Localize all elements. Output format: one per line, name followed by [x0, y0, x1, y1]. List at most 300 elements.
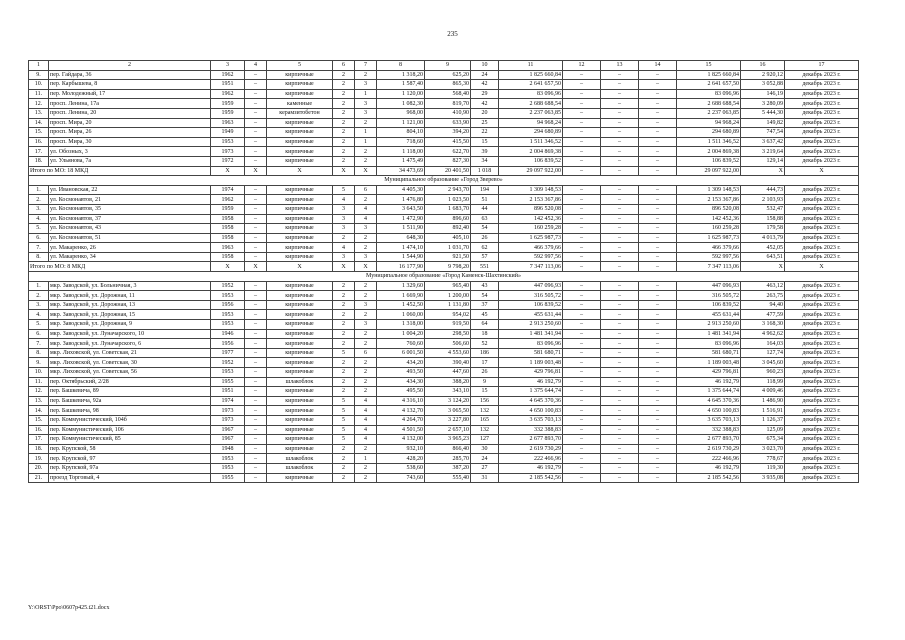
table-row — [29, 329, 859, 339]
table-cell: 2 103,93 — [741, 195, 785, 205]
table-cell: – — [601, 463, 639, 473]
table-cell: 1949 — [211, 128, 245, 138]
table-cell: 1 004,20 — [377, 329, 425, 339]
table-cell: 1 — [355, 454, 377, 464]
table-cell: 2 — [355, 195, 377, 205]
table-cell: – — [639, 99, 677, 109]
table-cell: 1 375 644,74 — [677, 387, 741, 397]
table-cell: 165 — [471, 415, 499, 425]
table-cell: – — [563, 185, 601, 195]
table-cell: – — [245, 387, 267, 397]
table-cell: 3 — [355, 252, 377, 262]
table-cell: 2 — [333, 233, 355, 243]
column-number: 11 — [499, 61, 563, 71]
table-cell: 12. — [29, 387, 49, 397]
table-cell: декабрь 2023 г. — [785, 204, 859, 214]
table-cell: 1974 — [211, 396, 245, 406]
table-cell: – — [245, 320, 267, 330]
table-cell: кирпичные — [267, 320, 333, 330]
table-cell: 2 — [333, 108, 355, 118]
table-cell: 1 625 987,73 — [499, 233, 563, 243]
table-cell: – — [563, 387, 601, 397]
table-cell: – — [245, 415, 267, 425]
table-cell: 2 — [355, 147, 377, 157]
table-cell: – — [601, 377, 639, 387]
table-cell: – — [563, 204, 601, 214]
table-cell: 1953 — [211, 310, 245, 320]
table-cell: 2 657,10 — [425, 425, 471, 435]
table-cell: 42 — [471, 80, 499, 90]
table-cell: 2 — [333, 358, 355, 368]
address-cell: пер. Крупской, 97 — [49, 454, 211, 464]
table-cell: – — [245, 377, 267, 387]
table-cell: кирпичные — [267, 224, 333, 234]
table-cell: 2 153 367,86 — [677, 195, 741, 205]
table-cell: 1 031,70 — [425, 243, 471, 253]
table-cell: – — [639, 473, 677, 483]
table-cell: 2 619 730,29 — [677, 444, 741, 454]
table-cell: 2 004 869,38 — [677, 147, 741, 157]
table-cell: декабрь 2023 г. — [785, 224, 859, 234]
table-cell: – — [563, 243, 601, 253]
table-cell: – — [563, 368, 601, 378]
table-cell: 444,73 — [741, 185, 785, 195]
table-cell: 285,70 — [425, 454, 471, 464]
table-cell: 1972 — [211, 156, 245, 166]
table-cell: 1 475,49 — [377, 156, 425, 166]
table-cell: 463,12 — [741, 281, 785, 291]
table-cell: 1956 — [211, 300, 245, 310]
table-cell: – — [639, 387, 677, 397]
column-number: 4 — [245, 61, 267, 71]
table-cell: 2 — [333, 310, 355, 320]
table-cell: 5 — [333, 435, 355, 445]
table-cell: 410,90 — [425, 108, 471, 118]
table-cell: 186 — [471, 348, 499, 358]
housing-register-table — [28, 60, 859, 483]
table-cell: 1952 — [211, 281, 245, 291]
table-cell: 142 452,36 — [499, 214, 563, 224]
table-cell: 1 486,90 — [741, 396, 785, 406]
address-cell: просп. Мира, 26 — [49, 128, 211, 138]
table-cell: 29 — [471, 89, 499, 99]
table-cell: 1963 — [211, 118, 245, 128]
total-cell: X — [245, 166, 267, 176]
address-cell: мкр. Лиховской, ул. Советская, 56 — [49, 368, 211, 378]
table-cell: кирпичные — [267, 473, 333, 483]
table-cell: кирпичные — [267, 358, 333, 368]
table-cell: кирпичные — [267, 70, 333, 80]
total-cell: X — [785, 262, 859, 272]
table-row — [29, 425, 859, 435]
table-row — [29, 108, 859, 118]
table-cell: декабрь 2023 г. — [785, 99, 859, 109]
table-cell: 21. — [29, 473, 49, 483]
table-cell: 1973 — [211, 415, 245, 425]
table-row — [29, 310, 859, 320]
address-cell: ул. Космонавтов, 51 — [49, 233, 211, 243]
table-cell: 15. — [29, 415, 49, 425]
table-cell: – — [601, 406, 639, 416]
table-cell: – — [601, 435, 639, 445]
table-cell: – — [563, 291, 601, 301]
total-cell: X — [741, 166, 785, 176]
table-cell: 648,30 — [377, 233, 425, 243]
table-cell: 127,74 — [741, 348, 785, 358]
address-cell: мкр. Заводской, ул. Луначарского, 6 — [49, 339, 211, 349]
table-cell: 452,05 — [741, 243, 785, 253]
table-cell: 1 625 987,73 — [677, 233, 741, 243]
table-cell: – — [245, 195, 267, 205]
table-cell: 9. — [29, 358, 49, 368]
table-cell: 466 379,66 — [677, 243, 741, 253]
table-cell: 405,10 — [425, 233, 471, 243]
table-cell: – — [639, 415, 677, 425]
table-cell: декабрь 2023 г. — [785, 252, 859, 262]
total-cell: – — [639, 166, 677, 176]
table-cell: – — [563, 108, 601, 118]
table-cell: 17. — [29, 435, 49, 445]
table-cell: – — [245, 368, 267, 378]
table-cell: 6 — [355, 348, 377, 358]
table-cell: – — [245, 224, 267, 234]
table-cell: 294 680,89 — [499, 128, 563, 138]
table-cell: 592 997,56 — [677, 252, 741, 262]
table-cell: 52 — [471, 339, 499, 349]
table-cell: 1956 — [211, 339, 245, 349]
table-row — [29, 396, 859, 406]
table-cell: 194 — [471, 185, 499, 195]
table-cell: 2 677 893,70 — [677, 435, 741, 445]
table-cell: шлакоблок — [267, 463, 333, 473]
table-cell: – — [245, 156, 267, 166]
table-cell: 106 839,52 — [499, 156, 563, 166]
total-row — [29, 166, 859, 176]
table-cell: 3 935,08 — [741, 473, 785, 483]
table-cell: 1958 — [211, 252, 245, 262]
table-cell: 18. — [29, 156, 49, 166]
table-cell: – — [601, 368, 639, 378]
table-row — [29, 89, 859, 99]
table-cell: декабрь 2023 г. — [785, 195, 859, 205]
table-cell: 555,40 — [425, 473, 471, 483]
table-cell: – — [601, 454, 639, 464]
table-row — [29, 377, 859, 387]
table-cell: 17 — [471, 358, 499, 368]
table-cell: 20 — [471, 108, 499, 118]
table-cell: – — [601, 252, 639, 262]
table-cell: 2 — [355, 70, 377, 80]
table-cell: – — [601, 233, 639, 243]
table-cell: – — [601, 358, 639, 368]
table-cell: 51 — [471, 195, 499, 205]
table-cell: шлакоблок — [267, 377, 333, 387]
table-cell: 2 — [355, 281, 377, 291]
table-cell: 1 825 660,84 — [677, 70, 741, 80]
total-cell: X — [333, 262, 355, 272]
table-cell: 1959 — [211, 99, 245, 109]
table-cell: – — [563, 300, 601, 310]
table-cell: 434,20 — [377, 358, 425, 368]
table-cell: 2 — [355, 387, 377, 397]
address-cell: ул. Ивановская, 22 — [49, 185, 211, 195]
address-cell: ул. Космонавтов, 37 — [49, 214, 211, 224]
table-cell: 118,99 — [741, 377, 785, 387]
table-cell: 1959 — [211, 108, 245, 118]
table-cell: 4 — [355, 406, 377, 416]
table-cell: 42 — [471, 99, 499, 109]
table-cell: – — [563, 406, 601, 416]
table-cell: 1955 — [211, 377, 245, 387]
table-cell: – — [601, 291, 639, 301]
table-cell: – — [563, 233, 601, 243]
table-cell: 332 388,83 — [499, 425, 563, 435]
table-cell: 54 — [471, 224, 499, 234]
table-cell: – — [601, 329, 639, 339]
table-cell: 827,30 — [425, 156, 471, 166]
total-cell: 7 347 113,06 — [677, 262, 741, 272]
table-cell: 1953 — [211, 291, 245, 301]
table-cell: 6 — [355, 185, 377, 195]
table-cell: 2 — [333, 329, 355, 339]
address-cell: ул. Макаренко, 34 — [49, 252, 211, 262]
table-cell: 819,70 — [425, 99, 471, 109]
column-number: 15 — [677, 61, 741, 71]
table-cell: 2 — [333, 137, 355, 147]
table-cell: 429 796,81 — [677, 368, 741, 378]
address-cell: просп. Мира, 30 — [49, 137, 211, 147]
table-cell: 2 185 542,56 — [677, 473, 741, 483]
table-row — [29, 435, 859, 445]
table-cell: – — [639, 320, 677, 330]
table-cell: 4 264,70 — [377, 415, 425, 425]
table-cell: 222 466,96 — [677, 454, 741, 464]
table-cell: 15 — [471, 137, 499, 147]
table-cell: 19. — [29, 454, 49, 464]
table-row — [29, 214, 859, 224]
table-cell: – — [639, 252, 677, 262]
table-cell: – — [639, 89, 677, 99]
table-cell: 804,10 — [377, 128, 425, 138]
table-row — [29, 281, 859, 291]
table-cell: 2. — [29, 195, 49, 205]
table-cell: 3 065,50 — [425, 406, 471, 416]
column-number: 9 — [425, 61, 471, 71]
table-cell: 13. — [29, 108, 49, 118]
table-cell: – — [245, 406, 267, 416]
table-cell: – — [245, 463, 267, 473]
table-cell: 164,03 — [741, 339, 785, 349]
table-cell: – — [639, 368, 677, 378]
table-cell: – — [639, 80, 677, 90]
table-row — [29, 320, 859, 330]
table-cell: декабрь 2023 г. — [785, 89, 859, 99]
section-header-row — [29, 176, 859, 186]
address-cell: мкр. Заводской, ул. Дорожная, 13 — [49, 300, 211, 310]
table-cell: 4 962,62 — [741, 329, 785, 339]
table-cell: 2 — [355, 339, 377, 349]
table-cell: – — [639, 185, 677, 195]
table-cell: – — [563, 80, 601, 90]
table-cell: 83 096,96 — [677, 89, 741, 99]
address-cell: пер. Башкевича, 89 — [49, 387, 211, 397]
table-cell: 3 — [333, 224, 355, 234]
table-cell: – — [245, 80, 267, 90]
table-cell: 2 — [333, 463, 355, 473]
table-cell: декабрь 2023 г. — [785, 118, 859, 128]
table-cell: 94 968,24 — [677, 118, 741, 128]
table-cell: 390,40 — [425, 358, 471, 368]
total-cell: – — [601, 166, 639, 176]
table-cell: кирпичные — [267, 425, 333, 435]
table-cell: 83 096,96 — [677, 339, 741, 349]
table-cell: 7. — [29, 339, 49, 349]
table-cell: декабрь 2023 г. — [785, 320, 859, 330]
table-row — [29, 137, 859, 147]
table-cell: 158,88 — [741, 214, 785, 224]
table-cell: 1 476,80 — [377, 195, 425, 205]
table-cell: – — [563, 118, 601, 128]
table-cell: 316 505,72 — [499, 291, 563, 301]
table-cell: – — [639, 204, 677, 214]
table-cell: 2 — [355, 310, 377, 320]
table-cell: – — [563, 454, 601, 464]
table-cell: 2 688 688,54 — [677, 99, 741, 109]
table-cell: 64 — [471, 320, 499, 330]
table-cell: 62 — [471, 243, 499, 253]
table-cell: декабрь 2023 г. — [785, 415, 859, 425]
page-number: 235 — [447, 30, 458, 38]
table-row — [29, 80, 859, 90]
table-cell: 25 — [471, 118, 499, 128]
table-cell: 3 965,23 — [425, 435, 471, 445]
table-cell: 415,50 — [425, 137, 471, 147]
table-cell: – — [563, 128, 601, 138]
table-cell: 493,50 — [377, 368, 425, 378]
table-cell: 3 — [355, 99, 377, 109]
table-cell: 1 481 341,94 — [499, 329, 563, 339]
table-cell: 1. — [29, 281, 49, 291]
table-cell: – — [639, 214, 677, 224]
table-cell: – — [563, 425, 601, 435]
table-cell: – — [601, 99, 639, 109]
table-cell: декабрь 2023 г. — [785, 444, 859, 454]
table-cell: – — [245, 454, 267, 464]
table-cell: – — [563, 463, 601, 473]
table-cell: 538,60 — [377, 463, 425, 473]
table-cell: 896 520,08 — [677, 204, 741, 214]
table-cell: 2 — [355, 358, 377, 368]
table-cell: 3 — [355, 108, 377, 118]
total-cell: – — [563, 262, 601, 272]
table-cell: 2 — [333, 128, 355, 138]
table-cell: 434,30 — [377, 377, 425, 387]
table-cell: – — [639, 137, 677, 147]
table-cell: керамзитобетон — [267, 108, 333, 118]
table-cell: 387,20 — [425, 463, 471, 473]
table-cell: – — [563, 329, 601, 339]
table-cell: – — [245, 137, 267, 147]
table-cell: – — [639, 339, 677, 349]
column-number: 3 — [211, 61, 245, 71]
table-cell: кирпичные — [267, 156, 333, 166]
address-cell: пер. Башкевича, 92а — [49, 396, 211, 406]
table-cell: 4 — [355, 435, 377, 445]
table-cell: 106 839,52 — [499, 300, 563, 310]
address-cell: пер. Карбышева, 8 — [49, 80, 211, 90]
table-cell: 3 227,80 — [425, 415, 471, 425]
table-cell: 2 237 063,85 — [499, 108, 563, 118]
column-number: 6 — [333, 61, 355, 71]
table-cell: 532,47 — [741, 204, 785, 214]
address-cell: мкр. Заводской, ул. Дорожная, 15 — [49, 310, 211, 320]
table-row — [29, 252, 859, 262]
address-cell: пер. Коммунистический, 106 — [49, 425, 211, 435]
table-row — [29, 99, 859, 109]
table-cell: – — [639, 128, 677, 138]
table-cell: декабрь 2023 г. — [785, 281, 859, 291]
table-cell: 892,40 — [425, 224, 471, 234]
total-label: Итого по МО: 8 МКД — [29, 262, 211, 272]
table-cell: 592 997,56 — [499, 252, 563, 262]
table-cell: 429 796,81 — [499, 368, 563, 378]
table-cell: декабрь 2023 г. — [785, 156, 859, 166]
table-cell: шлакоблок — [267, 454, 333, 464]
table-cell: 2 — [355, 444, 377, 454]
table-cell: 960,23 — [741, 368, 785, 378]
table-cell: – — [601, 89, 639, 99]
table-cell: 1 120,00 — [377, 89, 425, 99]
table-cell: – — [639, 118, 677, 128]
table-cell: – — [601, 339, 639, 349]
table-cell: декабрь 2023 г. — [785, 70, 859, 80]
table-cell: 4 132,70 — [377, 406, 425, 416]
table-cell: 1 082,30 — [377, 99, 425, 109]
total-row — [29, 262, 859, 272]
table-cell: декабрь 2023 г. — [785, 329, 859, 339]
table-cell: 37 — [471, 300, 499, 310]
table-cell: 1 309 148,53 — [677, 185, 741, 195]
table-cell: кирпичные — [267, 387, 333, 397]
table-cell: кирпичные — [267, 252, 333, 262]
table-cell: 3 — [355, 80, 377, 90]
section-title: Муниципальное образование «Город Зверево» — [29, 176, 859, 186]
table-cell: 5 — [333, 425, 355, 435]
table-cell: 2 688 688,54 — [499, 99, 563, 109]
table-cell: 455 631,44 — [499, 310, 563, 320]
table-cell: 4 501,50 — [377, 425, 425, 435]
table-cell: 4. — [29, 310, 49, 320]
table-cell: 2 — [333, 444, 355, 454]
table-cell: 46 192,79 — [499, 377, 563, 387]
table-cell: – — [245, 396, 267, 406]
table-cell: 1 587,40 — [377, 80, 425, 90]
table-cell: 127 — [471, 435, 499, 445]
table-cell: – — [563, 99, 601, 109]
total-cell: 20 401,50 — [425, 166, 471, 176]
table-cell: – — [563, 310, 601, 320]
table-cell: 1. — [29, 185, 49, 195]
table-cell: кирпичные — [267, 89, 333, 99]
table-cell: – — [639, 425, 677, 435]
table-cell: 866,40 — [425, 444, 471, 454]
table-cell: 119,30 — [741, 463, 785, 473]
table-cell: 447 096,93 — [677, 281, 741, 291]
table-cell: – — [563, 320, 601, 330]
table-cell: кирпичные — [267, 406, 333, 416]
address-cell: ул. Космонавтов, 35 — [49, 204, 211, 214]
table-cell: декабрь 2023 г. — [785, 137, 859, 147]
